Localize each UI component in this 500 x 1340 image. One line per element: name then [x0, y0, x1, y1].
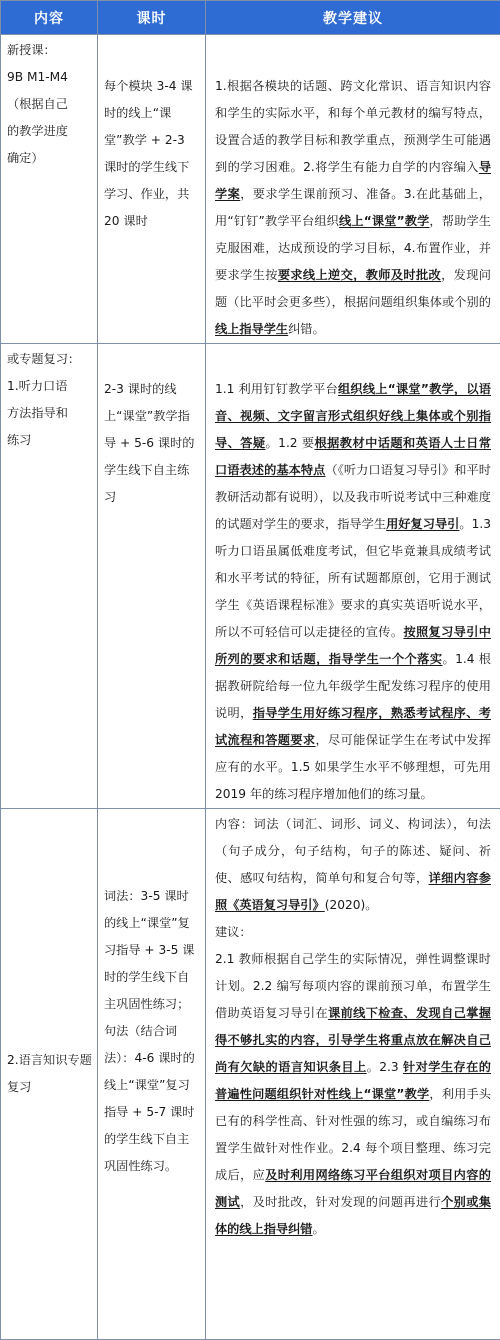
advice-text: (2020)。	[325, 898, 378, 912]
row1-hours-cell	[98, 35, 206, 344]
advice-text: ，帮助学生克服困难，达成预设的学习目标，4.布置作业，并要求学生按	[215, 214, 491, 282]
row2-advice-cell	[206, 344, 500, 809]
row1-advice	[206, 35, 500, 343]
header-content: 内容	[1, 1, 98, 35]
advice-text: ，发现问题（比平时会更多些），根据问题组织集体或个别的	[215, 268, 491, 309]
row3-hours	[98, 809, 205, 1180]
table-row	[1, 344, 500, 809]
advice-text: ，利用手头已有的科学性高、针对性强的练习，或自编练习布置学生做针对性作业。2.4 每个项目整理、练习完成后，应	[215, 1087, 491, 1182]
row3-hours-line: 句法（结合词法）：4-6 课时的线上“课堂”复习指导 + 5-7 课时的学生线下自主巩固性练习。	[104, 1018, 199, 1180]
emphasis-text: 及时利用网络练习平台组织对项目内容的测试	[215, 1168, 491, 1209]
advice-text: （《听力口语复习导引》和平时教研活动都有说明），以及我市听说考试中三种难度的试题对学生的要求，指导学生	[215, 463, 491, 531]
advice-text: ，及时批改，针对发现的问题再进行	[240, 1195, 441, 1209]
row2-advice	[206, 344, 500, 808]
advice-text: ，要求学生课前预习、准备。3.在此基础上，用“钉钉”教学平台组织	[215, 187, 491, 228]
advice-text: 。1.4 根据教研院给每一位九年级学生配发练习程序的使用说明，	[215, 652, 491, 720]
row2-content-line: 练习	[7, 427, 93, 454]
advice-text: ，尽可能保证学生在考试中发挥应有的水平。1.5 如果学生水平不够理想，可先用 2019 年的练习程序增加他们的练习量。	[215, 733, 491, 801]
advice-text: 内容：词法（词汇、词形、词义、构词法），句法（句子成分，句子结构，句子的陈述、疑问、祈使、感叹句结构，简单句和复合句等，	[215, 817, 491, 885]
row3-advice-intro	[215, 811, 491, 919]
row2-content-line: 1.听力口语	[7, 373, 93, 400]
emphasis-text: 用好复习导引	[386, 517, 459, 531]
emphasis-text: 个别或集体的线上指导纠错	[215, 1195, 491, 1236]
emphasis-text: 课前线下检查、发现自己掌握得不够扎实的内容，引导学生将重点放在解决自己尚有欠缺的语言知识条目上	[215, 1006, 491, 1074]
row2-content-line: 或专题复习：	[7, 346, 93, 373]
advice-text: 。	[313, 1222, 325, 1236]
row3-advice-label: 建议：	[215, 919, 491, 946]
emphasis-text: 详细内容参照《英语复习导引》	[215, 871, 491, 912]
advice-text: 2.1 教师根据自己学生的实际情况，弹性调整课时计划。2.2 编写每项内容的课前预习单，布置学生借助英语复习导引在	[215, 952, 491, 1020]
row2-hours-cell	[98, 344, 206, 809]
table-row	[1, 35, 500, 344]
row1-content-line: 的教学进度	[7, 118, 93, 145]
emphasis-text: 针对学生存在的普遍性问题组织针对性线上“课堂”教学	[215, 1060, 491, 1101]
emphasis-text: 线上“课堂”教学	[339, 214, 429, 228]
emphasis-text: 要求线上逆交，教师及时批改	[278, 268, 441, 282]
row3-content: 2.语言知识专题复习	[1, 1047, 97, 1101]
row1-content-line: 新授课：	[7, 37, 93, 64]
row1-hours: 每个模块 3-4 课时的线上“课堂”教学 + 2-3 课时的学生线下学习、作业，共 20 课时	[98, 35, 205, 235]
advice-text: 。1.2 要	[266, 436, 315, 450]
row3-hours-line: 词法：3-5 课时的线上“课堂”复习指导 + 3-5 课时的学生线下自主巩固性练习；	[104, 883, 199, 1018]
advice-text: 纠错。	[288, 322, 325, 336]
row3-content-cell	[1, 809, 98, 1340]
row1-content-cell	[1, 35, 98, 344]
row1-content	[1, 35, 97, 172]
advice-text: 。2.3	[367, 1060, 403, 1074]
advice-text: 。1.3 听力口语虽属低难度考试，但它毕竟兼具成绩考试和水平考试的特征，所有试题都原创，它用于测试学生《英语课程标准》要求的真实英语听说水平，所以不可轻信可以走捷径的宣传。	[215, 517, 491, 639]
row3-advice-cell	[206, 809, 500, 1340]
row3-advice	[215, 946, 491, 1243]
table-header-row	[1, 1, 500, 35]
emphasis-text: 按照复习导引中所列的要求和话题，指导学生一个个落实	[215, 625, 491, 666]
advice-text: 1.1 利用钉钉教学平台	[215, 382, 338, 396]
row1-content-line: （根据自己	[7, 91, 93, 118]
row3-hours-cell	[98, 809, 206, 1340]
row3-advice-block	[206, 809, 500, 1243]
emphasis-text: 根据教材中话题和英语人士日常口语表述的基本特点	[215, 436, 491, 477]
emphasis-text: 线上指导学生	[215, 322, 288, 336]
emphasis-text: 组织线上“课堂”教学，以语音、视频、文字留言形式组织好线上集体或个别指导、答疑	[215, 382, 491, 450]
row1-advice-cell	[206, 35, 500, 344]
header-advice: 教学建议	[206, 1, 500, 35]
row2-hours: 2-3 课时的线上“课堂”教学指导 + 5-6 课时的学生线下自主练习	[98, 344, 205, 511]
table-row	[1, 809, 500, 1340]
row2-content-line: 方法指导和	[7, 400, 93, 427]
emphasis-text: 导学案	[215, 160, 491, 201]
row2-content-cell	[1, 344, 98, 809]
advice-text: 1.根据各模块的话题、跨文化常识、语言知识内容和学生的实际水平，和每个单元教材的编写特点，设置合适的教学目标和教学重点，预测学生可能遇到的学习困难。2.将学生有能力自学的内容编入	[215, 79, 491, 174]
row1-content-line: 确定）	[7, 145, 93, 172]
emphasis-text: 指导学生用好练习程序，熟悉考试程序、考试流程和答题要求	[215, 706, 491, 747]
row1-content-line: 9B M1-M4	[7, 64, 93, 91]
header-hours: 课时	[98, 1, 206, 35]
row2-content	[1, 344, 97, 454]
